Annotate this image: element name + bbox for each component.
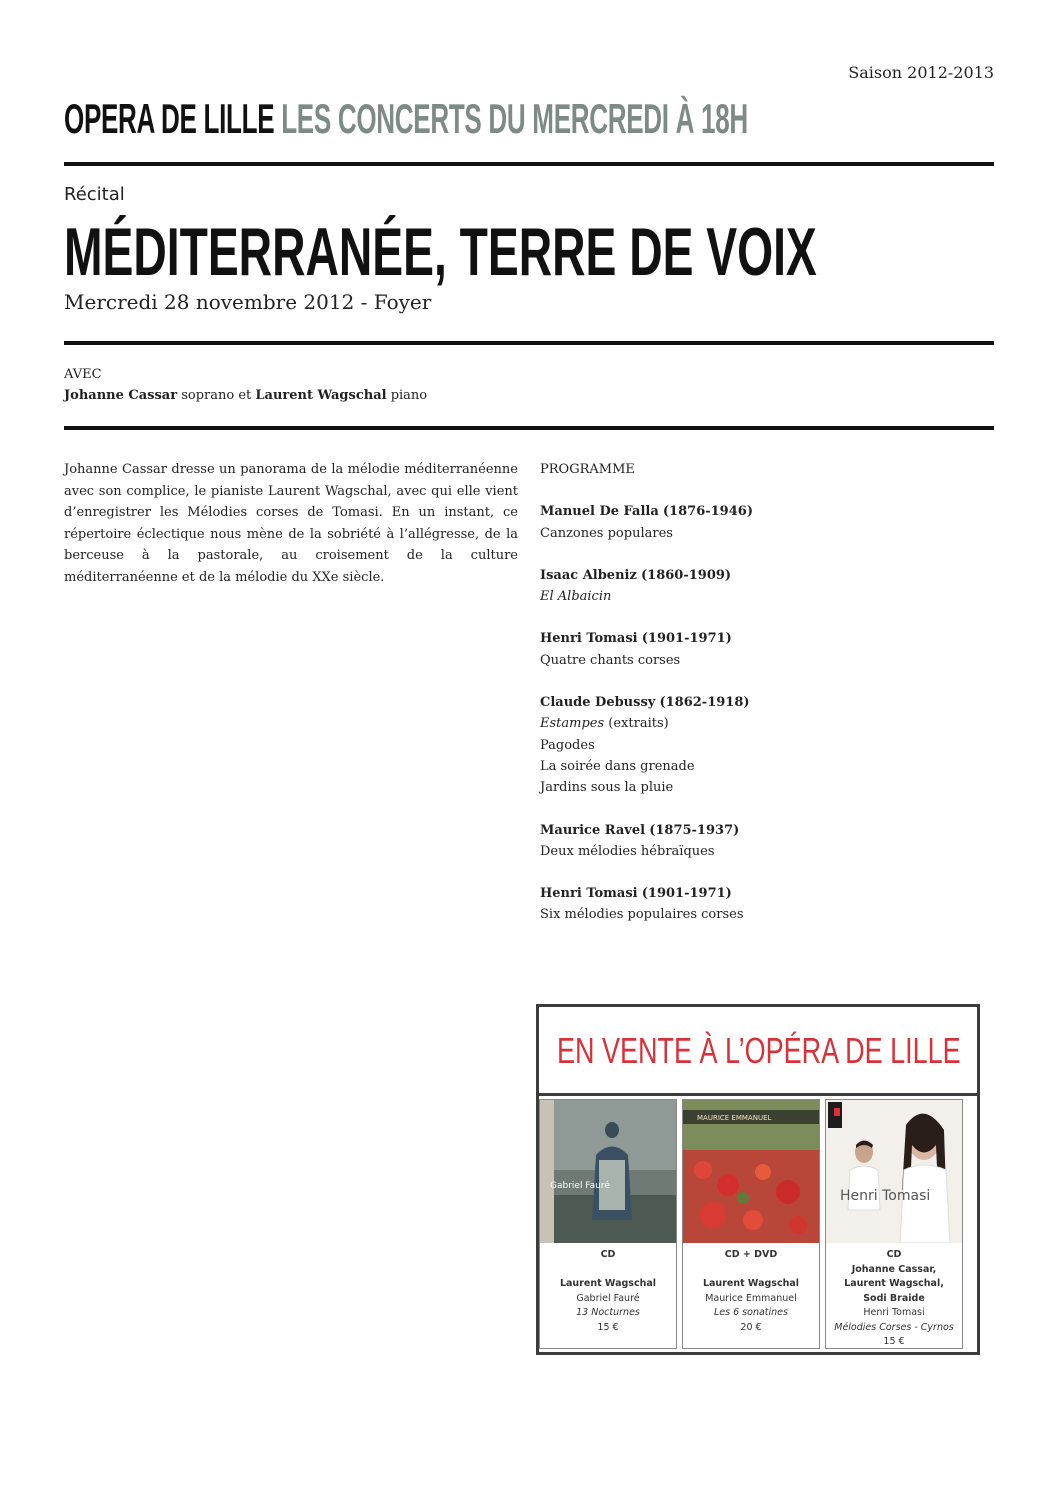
programme-item (540, 883, 960, 926)
sub-work: Jardins sous la pluie (540, 780, 674, 796)
cd-format: CD (886, 1249, 902, 1260)
cd-card (539, 1099, 677, 1349)
cd-composer: Gabriel Fauré (576, 1292, 640, 1304)
cd-artist: Johanne Cassar, (851, 1263, 937, 1275)
cd-info (826, 1248, 962, 1350)
work-title: Quatre chants corses (540, 652, 681, 668)
intro-paragraph: Johanne Cassar dresse un panorama de la mélodie méditerranéenne avec son complice, le pianiste Laurent Wagschal, avec qui elle vient d’enregistrer les Mélodies corses de Tomasi. En un instant, ce répertoire éclectique nous mène de la sobriété à l’allégresse, de la berceuse à la pastorale, au croisement de la culture méditerranéenne et de la mélodie du XXe siècle. (64, 462, 518, 585)
programme-item (540, 692, 960, 798)
cover-art (683, 1100, 819, 1243)
avec-label: AVEC (64, 367, 102, 382)
opera-name: OPERA DE LILLE (64, 95, 275, 142)
sale-title: EN VENTE À L’OPÉRA DE LILLE (557, 1030, 961, 1071)
composer-name: Henri Tomasi (540, 886, 638, 902)
sale-header (539, 1007, 977, 1096)
cd-album: 13 Nocturnes (576, 1307, 640, 1318)
artist-role: piano (390, 388, 428, 403)
composer-dates: (1901-1971) (641, 886, 732, 902)
work-title: El Albaicin (540, 589, 612, 605)
cover-art (826, 1100, 962, 1243)
cd-album: Les 6 sonatines (714, 1307, 788, 1318)
composer-name: Isaac Albeniz (540, 567, 637, 583)
cd-card (825, 1099, 963, 1349)
programme-item (540, 820, 960, 863)
composer-dates: (1875-1937) (649, 822, 740, 838)
divider (64, 426, 994, 430)
cover-text: Gabriel Fauré (550, 1181, 610, 1191)
artist-name: Laurent Wagschal (255, 388, 387, 403)
cd-artist: Sodi Braide (863, 1292, 925, 1304)
event-kind: Récital (64, 184, 125, 205)
composer-dates: (1860-1909) (641, 567, 732, 583)
composer-dates: (1876-1946) (662, 504, 753, 520)
composer-name: Claude Debussy (540, 695, 656, 711)
artist-role: soprano (181, 388, 235, 403)
performers (64, 364, 427, 406)
sale-box (536, 1004, 980, 1355)
programme-title: PROGRAMME (540, 462, 635, 477)
cd-format: CD (600, 1249, 616, 1260)
work-title: Canzones populares (540, 525, 673, 541)
cd-artist: Laurent Wagschal, (844, 1278, 944, 1289)
work-title-italic: Estampes (540, 716, 605, 732)
cd-cover-tomasi (826, 1100, 962, 1243)
cd-price: 20 € (740, 1321, 762, 1333)
work-title-suffix: (extraits) (604, 716, 669, 732)
composer-name: Maurice Ravel (540, 822, 646, 838)
cd-composer: Henri Tomasi (863, 1307, 925, 1318)
cd-info (683, 1248, 819, 1335)
composer-name: Henri Tomasi (540, 631, 638, 647)
cd-artist: Laurent Wagschal (559, 1278, 657, 1289)
season-label: Saison 2012-2013 (848, 63, 994, 82)
series-name: LES CONCERTS DU MERCREDI À 18H (281, 95, 748, 142)
page-title: MÉDITERRANÉE, TERRE DE VOIX (64, 214, 817, 290)
cd-album: Mélodies Corses - Cyrnos (834, 1321, 954, 1333)
header-title (64, 95, 748, 142)
cd-artist: Laurent Wagschal (702, 1278, 800, 1289)
sub-work: La soirée dans grenade (540, 758, 695, 774)
performers-line (64, 385, 427, 406)
cd-cover-emmanuel (683, 1100, 819, 1243)
programme-item (540, 501, 960, 544)
work-title: Deux mélodies hébraïques (540, 843, 715, 859)
programme-item (540, 565, 960, 608)
cover-text: MAURICE EMMANUEL (697, 1114, 772, 1122)
artist-name: Johanne Cassar (64, 388, 178, 403)
cd-format: CD + DVD (724, 1249, 778, 1260)
work-title: Six mélodies populaires corses (540, 907, 744, 923)
cd-price: 15 € (597, 1321, 619, 1333)
event-date: Mercredi 28 novembre 2012 - Foyer (64, 290, 432, 314)
divider (64, 162, 994, 166)
programme (540, 459, 960, 947)
cd-price: 15 € (883, 1336, 905, 1347)
cd-composer: Maurice Emmanuel (705, 1292, 797, 1304)
cd-info (540, 1248, 676, 1335)
composer-name: Manuel De Falla (540, 504, 659, 520)
conjunction: et (238, 388, 252, 403)
programme-item (540, 628, 960, 671)
composer-dates: (1862-1918) (659, 695, 750, 711)
cover-text: Henri Tomasi (840, 1188, 931, 1204)
sub-work: Pagodes (540, 737, 595, 753)
divider (64, 341, 994, 345)
composer-dates: (1901-1971) (641, 631, 732, 647)
cd-card (682, 1099, 820, 1349)
cd-cover-faure (540, 1100, 676, 1243)
work-title (540, 713, 960, 734)
cover-art (540, 1100, 676, 1243)
